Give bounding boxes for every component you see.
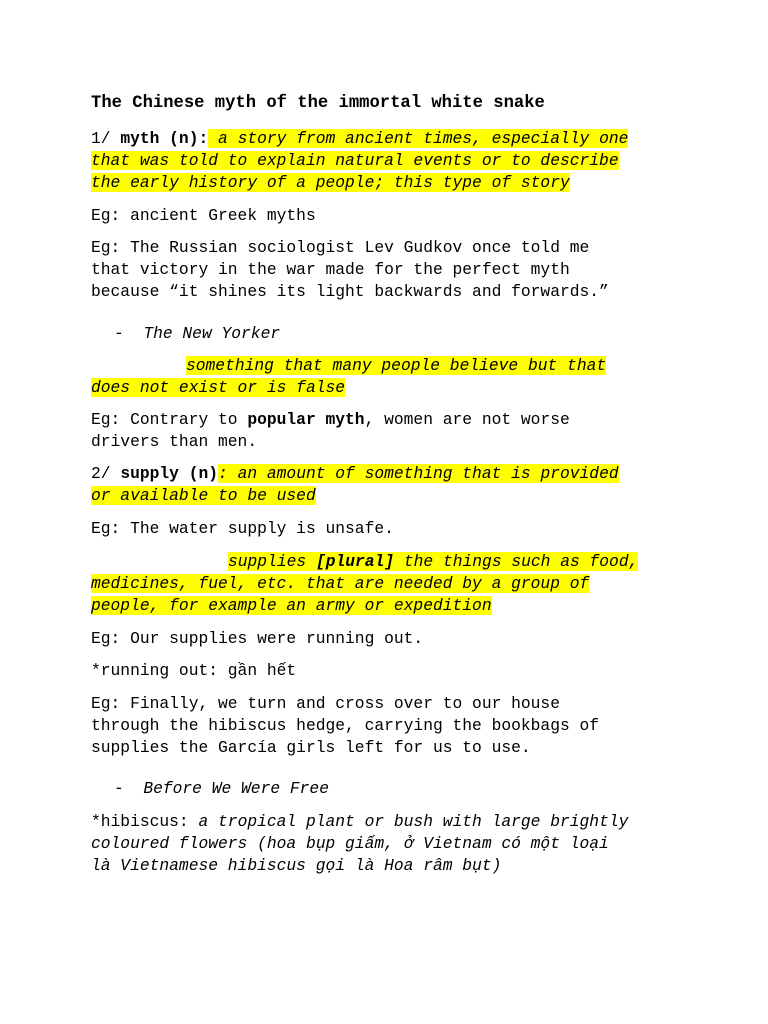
- supply-entry-heading: [91, 463, 691, 485]
- plural-tag: [plural]: [315, 552, 395, 571]
- myth-example-quote: because “it shines its light backwards and forwards.”: [91, 282, 609, 301]
- term-colon: :: [198, 129, 209, 148]
- myth-definition-line: [91, 150, 691, 172]
- myth-example: Eg: ancient Greek myths: [91, 206, 316, 225]
- entry-number: 1/: [91, 129, 121, 148]
- myth-example-2-line: drivers than men.: [91, 432, 258, 451]
- source-citation: [114, 778, 714, 800]
- supply-example-quote: through the hibiscus hedge, carrying the bookbags of: [91, 716, 600, 735]
- source-name: Before We Were Free: [143, 779, 329, 798]
- page-title: The Chinese myth of the immortal white snake: [91, 94, 545, 113]
- supply-definition-line: [91, 485, 691, 507]
- myth-entry-heading: [91, 128, 691, 150]
- vocab-note: *running out: gần hết: [91, 661, 297, 680]
- myth-definition-line: [91, 172, 691, 194]
- myth-definition-2-text: does not exist or is false: [91, 378, 346, 397]
- list-dash: -: [114, 324, 124, 343]
- supply-definition-2-text: the things such as food,: [394, 552, 639, 571]
- source-citation: [114, 323, 714, 345]
- supply-term: supply (n): [120, 464, 219, 483]
- entry-number: 2/: [91, 464, 121, 483]
- myth-definition-text: the early history of a people; this type of story: [91, 173, 570, 192]
- hibiscus-note-line: [91, 833, 691, 855]
- supply-example-quote: supplies the García girls left for us to use.: [91, 738, 531, 757]
- supplies-word: supplies: [228, 552, 316, 571]
- myth-definition-2-text: something that many people believe but that: [186, 356, 607, 375]
- list-dash: -: [114, 779, 124, 798]
- myth-definition-2: [91, 377, 691, 399]
- supply-definition-2-text: people, for example an army or expedition: [91, 596, 492, 615]
- supply-definition-2-text: medicines, fuel, etc. that are needed by a group of: [91, 574, 590, 593]
- myth-definition: a story from ancient times, especially one: [208, 129, 629, 148]
- myth-example-quote: Eg: The Russian sociologist Lev Gudkov once told me: [91, 238, 590, 257]
- myth-definition-text: that was told to explain natural events or to describe: [91, 151, 619, 170]
- supply-definition-2-line: [91, 595, 691, 617]
- example-text: Eg: Contrary to: [91, 410, 248, 429]
- myth-example-quote: that victory in the war made for the perfect myth: [91, 260, 570, 279]
- note-text: a tropical plant or bush with large brightly: [198, 812, 629, 831]
- myth-example-2: [91, 409, 691, 431]
- myth-definition-2: [186, 355, 768, 377]
- note-text: coloured flowers (hoa bụp giấm, ở Vietnam có một loại: [91, 834, 609, 853]
- supply-definition-text: or available to be used: [91, 486, 316, 505]
- source-name: The New Yorker: [143, 324, 281, 343]
- hibiscus-note: [91, 811, 691, 833]
- supply-example-quote: Eg: Finally, we turn and cross over to our house: [91, 694, 560, 713]
- example-keyword: popular myth: [247, 410, 365, 429]
- note-term: *hibiscus:: [91, 812, 199, 831]
- supply-example-2: Eg: Our supplies were running out.: [91, 629, 424, 648]
- supply-definition-2: [228, 551, 768, 573]
- supply-definition-2-line: [91, 573, 691, 595]
- supply-example: Eg: The water supply is unsafe.: [91, 519, 394, 538]
- supply-definition: : an amount of something that is provided: [218, 464, 619, 483]
- myth-term: myth (n): [120, 129, 199, 148]
- hibiscus-note-line: [91, 855, 691, 877]
- note-text: là Vietnamese hibiscus gọi là Hoa râm bụt): [91, 856, 502, 875]
- example-text: , women are not worse: [364, 410, 570, 429]
